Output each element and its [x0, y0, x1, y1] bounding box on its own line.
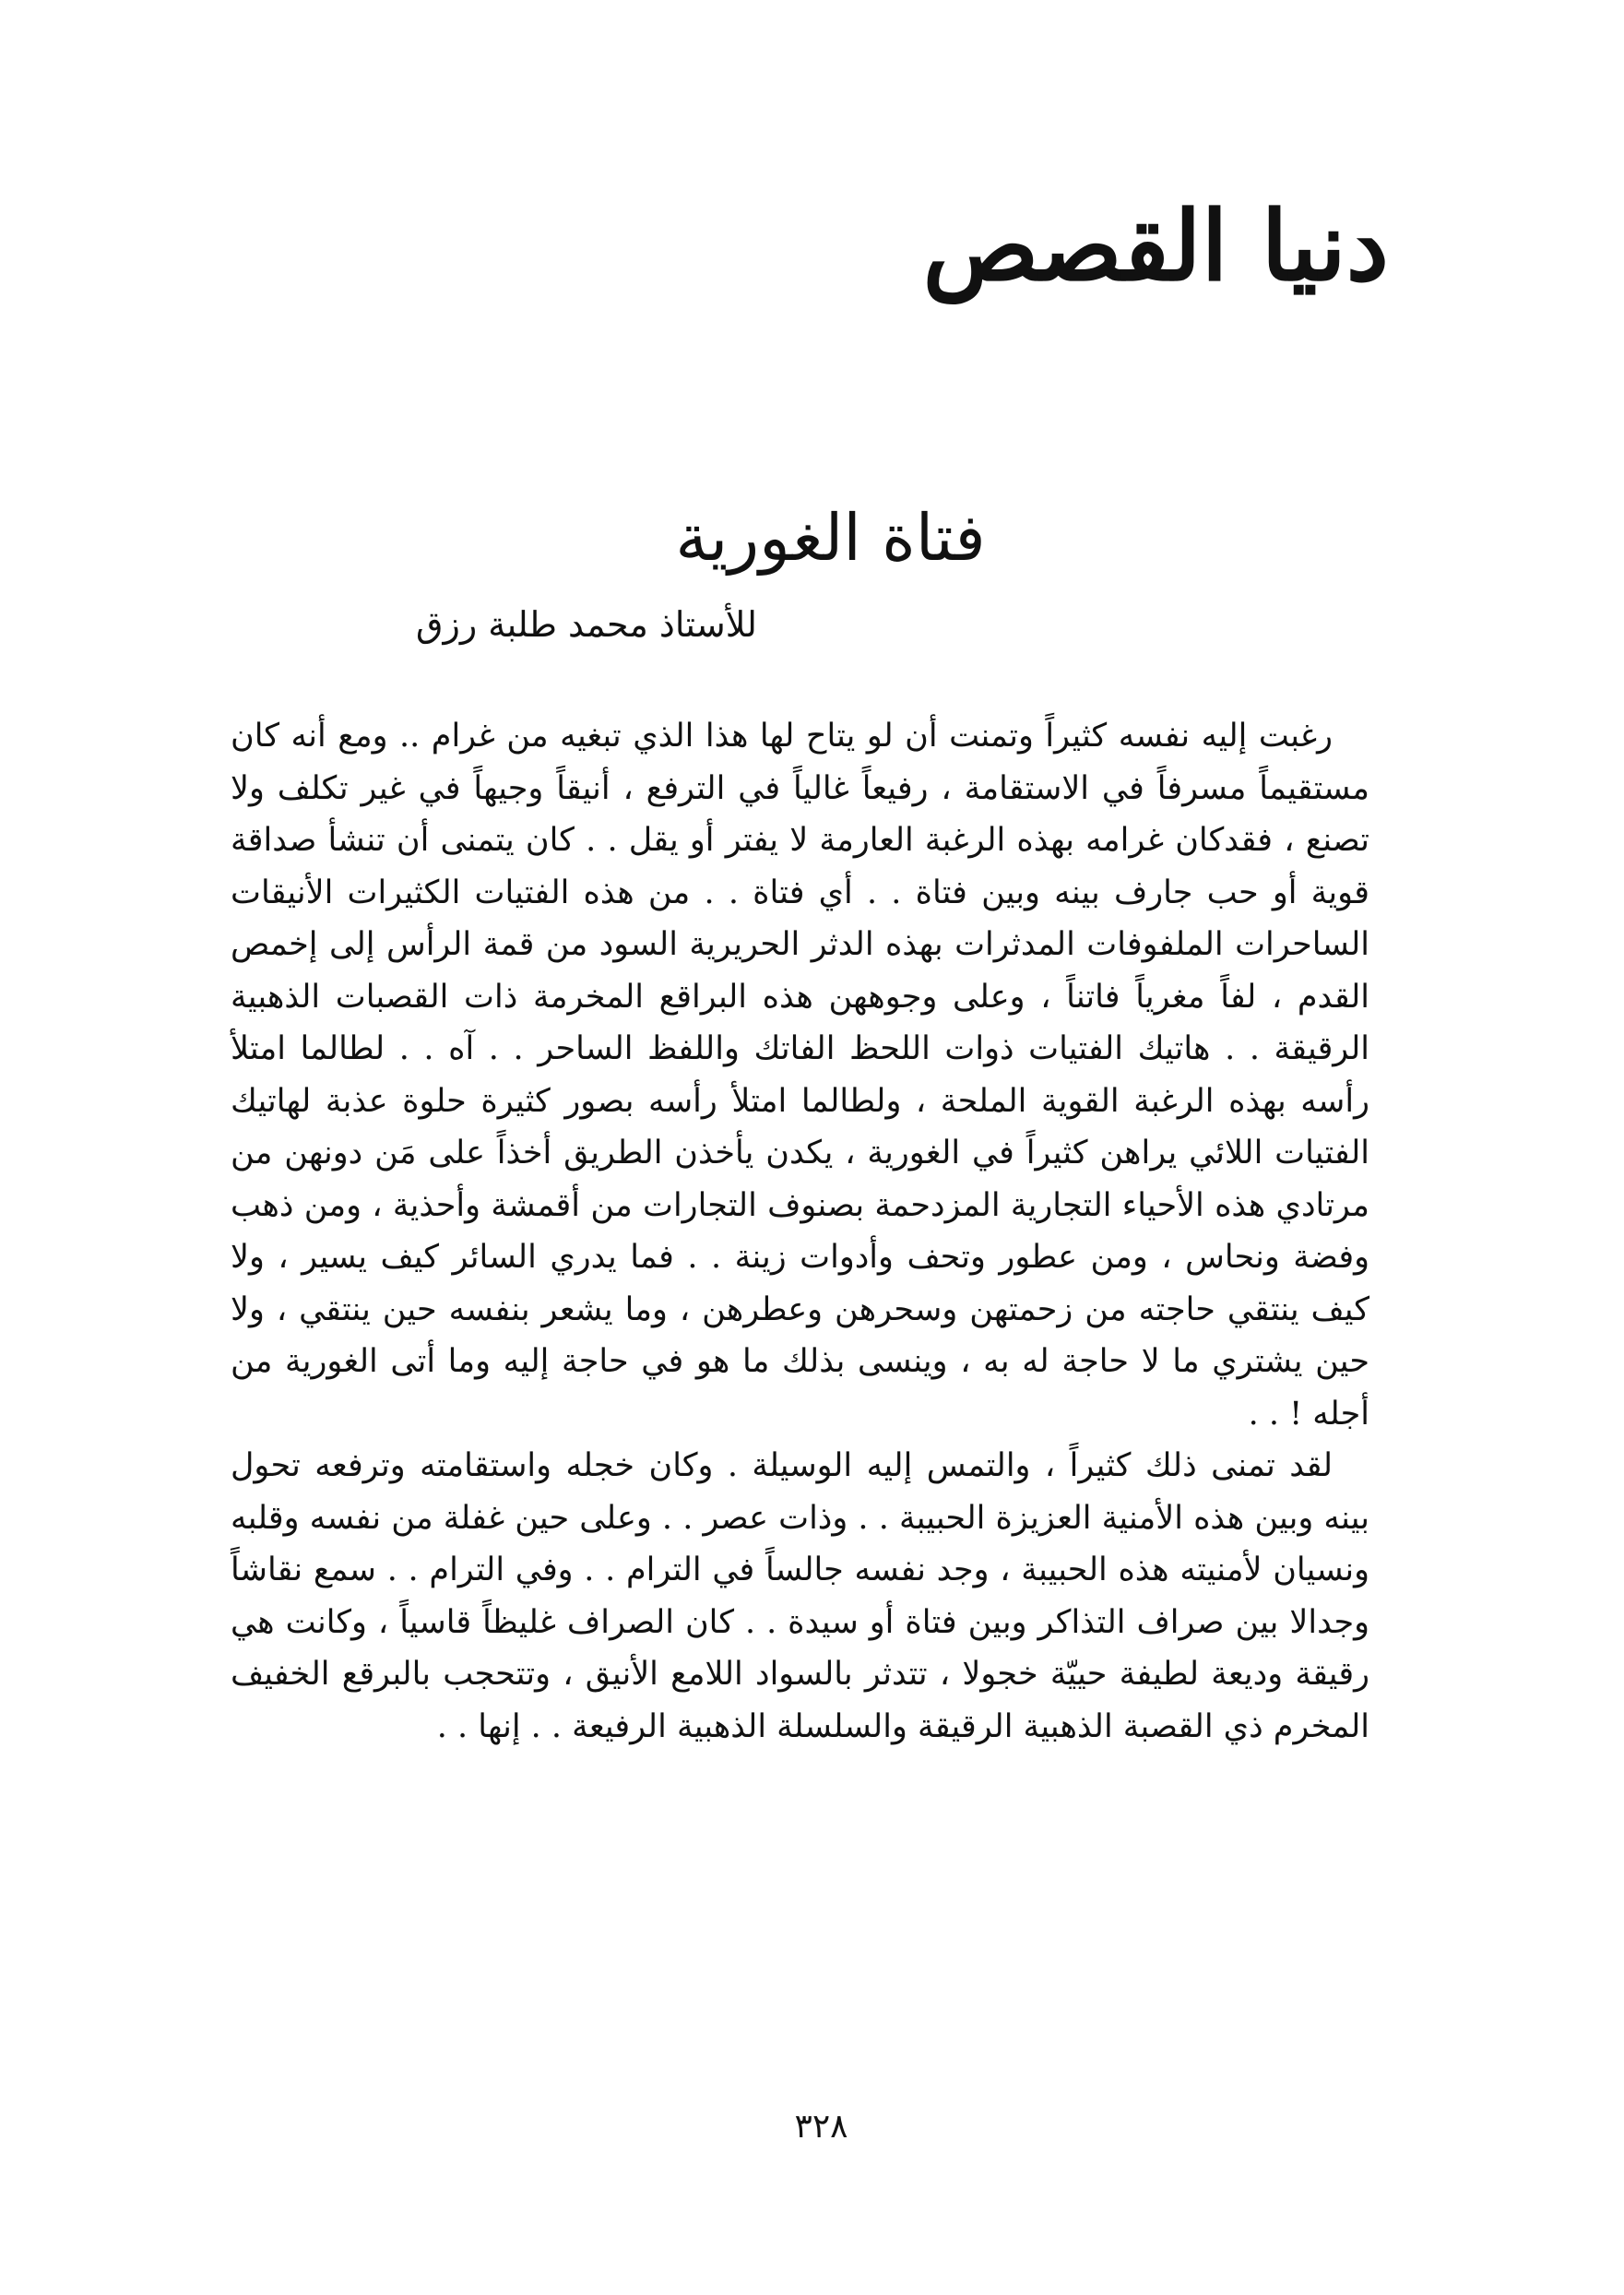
author-byline: للأستاذ محمد طلبة رزق — [416, 604, 757, 645]
paragraph-2: لقد تمنى ذلك كثيراً ، والتمس إليه الوسيلة . وكان خجله واستقامته وترفعه تحول بينه وبين هذه الأمنية العزيزة الحبيبة . . وذات عصر . . وعلى حين غفلة من نفسه وقلبه ونسيان لأمنيته هذه الحبيبة ، وجد نفسه جالساً في الترام . . وفي الترام . . سمع نقاشاً وجدالا بين صراف التذاكر وبين فتاة أو سيدة . . كان الصراف غليظاً قاسياً ، وكانت هي رقيقة وديعة لطيفة حييّة خجولا ، تتدثر بالسواد اللامع الأنيق ، وتتحجب بالبرقع الخفيف المخرم ذي القصبة الذهبية الرقيقة والسلسلة الذهبية الرفيعة . . إنها . . — [231, 1447, 1369, 1745]
story-body — [231, 710, 1369, 1753]
paragraph-1: رغبت إليه نفسه كثيراً وتمنت أن لو يتاح لها هذا الذي تبغيه من غرام .. ومع أنه كان مستقيماً مسرفاً في الاستقامة ، رفيعاً غالياً في الترفع ، أنيقاً وجيهاً في غير تكلف ولا تصنع ، فقدكان غرامه بهذه الرغبة العارمة لا يفتر أو يقل . . كان يتمنى أن تنشأ صداقة قوية أو حب جارف بينه وبين فتاة . . أي فتاة . . من هذه الفتيات الكثيرات الأنيقات الساحرات الملفوفات المدثرات بهذه الدثر الحريرية السود من قمة الرأس إلى إخمص القدم ، لفاً مغرياً فاتناً ، وعلى وجوههن هذه البراقع المخرمة ذات القصبات الذهبية الرقيقة . . هاتيك الفتيات ذوات اللحظ الفاتك واللفظ الساحر . . آه . . لطالما امتلأ رأسه بهذه الرغبة القوية الملحة ، ولطالما امتلأ رأسه بصور كثيرة حلوة عذبة لهاتيك الفتيات اللائي يراهن كثيراً في الغورية ، يكدن يأخذن الطريق أخذاً على مَن دونهن من مرتادي هذه الأحياء التجارية المزدحمة بصنوف التجارات من أقمشة وأحذية ، ومن ذهب وفضة ونحاس ، ومن عطور وتحف وأدوات زينة . . فما يدري السائر كيف يسير ، ولا كيف ينتقي حاجته من زحمتهن وسحرهن وعطرهن ، وما يشعر بنفسه حين ينتقي ، ولا حين يشتري ما لا حاجة له به ، وينسى بذلك ما هو في حاجة إليه وما أتى الغورية من أجله ! . . — [231, 718, 1369, 1433]
story-title: فتاة الغورية — [675, 500, 986, 576]
page-number: ٣٢٨ — [794, 2108, 848, 2146]
section-header-title: دنيا القصص — [922, 189, 1389, 303]
